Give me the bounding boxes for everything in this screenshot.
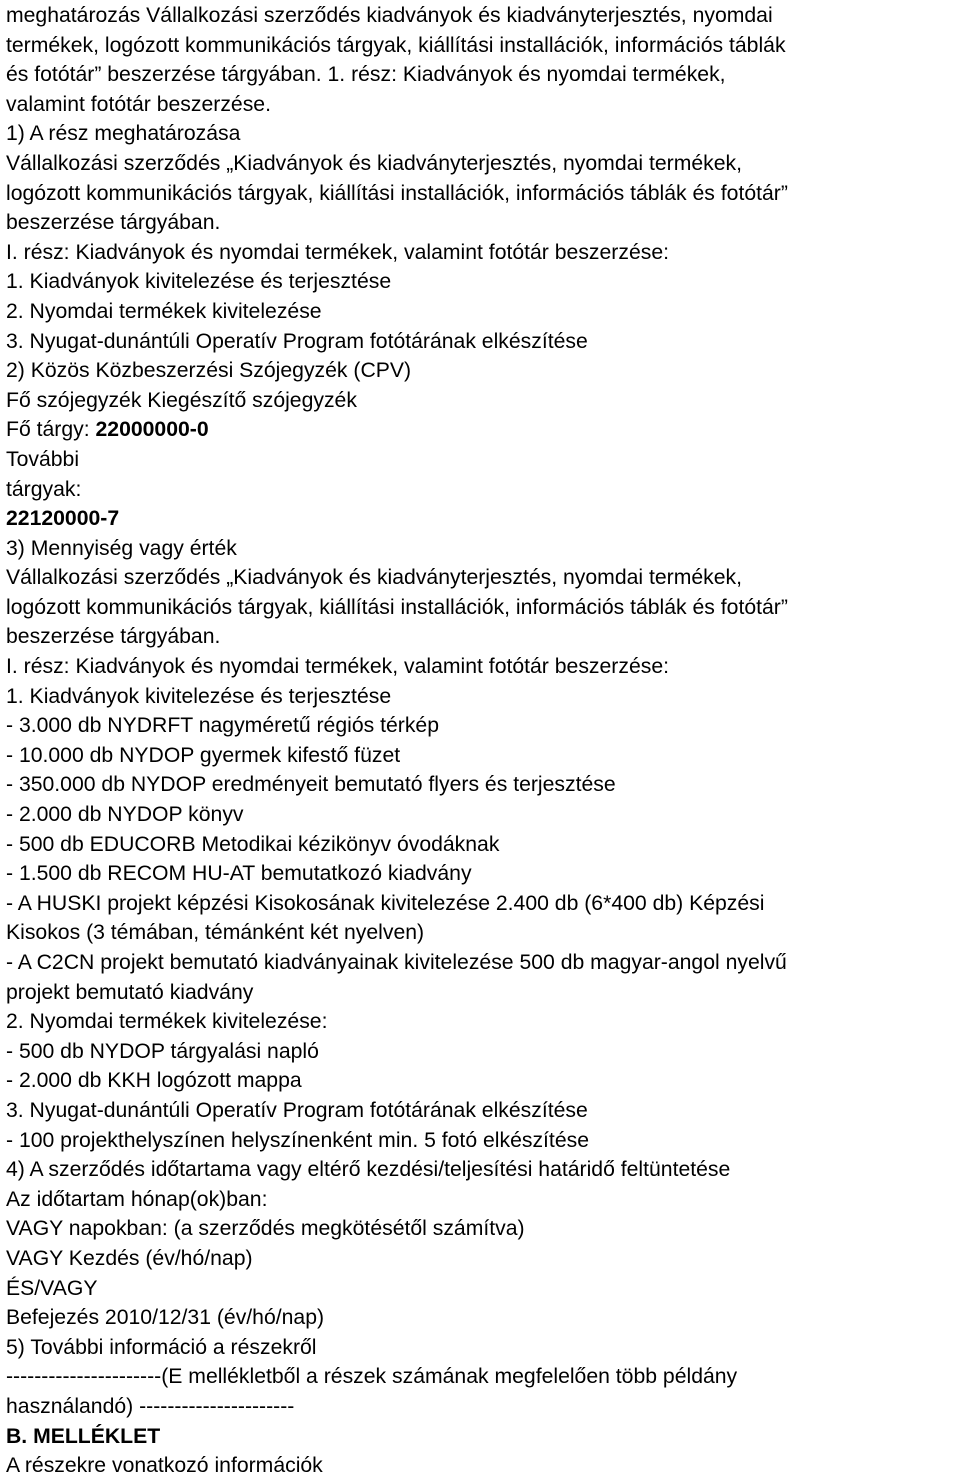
list-item: - 500 db EDUCORB Metodikai kézikönyv óvodáknak <box>6 832 500 856</box>
cpv-main-line <box>6 415 960 445</box>
cpv-main-label: Fő tárgy: <box>6 418 96 442</box>
text-line: logózott kommunikációs tárgyak, kiállítási installációk, információs táblák és fotótár” <box>6 181 788 205</box>
list-item: 1. Kiadványok kivitelezése és terjesztése <box>6 684 392 708</box>
list-item: - 1.500 db RECOM HU-AT bemutatkozó kiadvány <box>6 862 472 886</box>
list-item: - A C2CN projekt bemutató kiadványainak kivitelezése 500 db magyar-angol nyelvű <box>6 951 787 974</box>
text-line: valamint fotótár beszerzése. <box>6 92 271 116</box>
section-heading: 5) További információ a részekről <box>6 1335 317 1359</box>
list-item: 3. Nyugat-dunántúli Operatív Program fotótárának elkészítése <box>6 1098 588 1122</box>
list-item: - 350.000 db NYDOP eredményeit bemutató flyers és terjesztése <box>6 773 616 797</box>
text-line: Kisokos (3 témában, témánként két nyelven) <box>6 921 425 945</box>
text-line: A részekre vonatkozó információk <box>6 1454 323 1478</box>
section-heading: 2) Közös Közbeszerzési Szójegyzék (CPV) <box>6 359 412 383</box>
cpv-additional-code: 22120000-7 <box>6 507 120 531</box>
text-line: VAGY napokban: (a szerződés megkötésétől számítva) <box>6 1217 525 1241</box>
list-item: 2. Nyomdai termékek kivitelezése: <box>6 1010 328 1034</box>
section-heading: 1) A rész meghatározása <box>6 122 241 146</box>
text-line: termékek, logózott kommunikációs tárgyak, kiállítási installációk, információs táblák <box>6 33 786 57</box>
text-line: I. rész: Kiadványok és nyomdai termékek, valamint fotótár beszerzése: <box>6 655 669 679</box>
text-line: és fotótár” beszerzése tárgyában. 1. rész: Kiadványok és nyomdai termékek, <box>6 63 726 87</box>
list-item: - 2.000 db KKH logózott mappa <box>6 1069 302 1093</box>
list-item: - A HUSKI projekt képzési Kisokosának kivitelezése 2.400 db (6*400 db) Képzési <box>6 891 765 915</box>
text-line: Vállalkozási szerződés „Kiadványok és kiadványterjesztés, nyomdai termékek, <box>6 566 743 590</box>
text-line: I. rész: Kiadványok és nyomdai termékek, valamint fotótár beszerzése: <box>6 240 669 264</box>
text-line: tárgyak: <box>6 477 82 501</box>
text-line: beszerzése tárgyában. <box>6 211 221 235</box>
text-line: logózott kommunikációs tárgyak, kiállítási installációk, információs táblák és fotótár” <box>6 595 788 619</box>
text-line: ÉS/VAGY <box>6 1276 98 1300</box>
list-item: - 500 db NYDOP tárgyalási napló <box>6 1039 319 1063</box>
text-line: Vállalkozási szerződés „Kiadványok és kiadványterjesztés, nyomdai termékek, <box>6 151 743 175</box>
text-line: Az időtartam hónap(ok)ban: <box>6 1187 268 1211</box>
list-item: - 10.000 db NYDOP gyermek kifestő füzet <box>6 743 401 767</box>
text-line: használandó) ---------------------- <box>6 1394 295 1418</box>
list-item: - 100 projekthelyszínen helyszínenként min. 5 fotó elkészítése <box>6 1128 589 1152</box>
list-item: - 2.000 db NYDOP könyv <box>6 803 244 827</box>
text-line: ----------------------(E mellékletből a részek számának megfelelően több példány <box>6 1365 738 1389</box>
text-line: meghatározás Vállalkozási szerződés kiadványok és kiadványterjesztés, nyomdai <box>6 4 773 27</box>
list-item: 1. Kiadványok kivitelezése és terjesztése <box>6 270 392 294</box>
list-item: - 3.000 db NYDRFT nagyméretű régiós térkép <box>6 714 439 738</box>
text-line: projekt bemutató kiadvány <box>6 980 254 1004</box>
text-line: Fő szójegyzék Kiegészítő szójegyzék <box>6 388 357 412</box>
text-line: beszerzése tárgyában. <box>6 625 221 649</box>
section-heading: 3) Mennyiség vagy érték <box>6 536 237 560</box>
section-heading: 4) A szerződés időtartama vagy eltérő kezdési/teljesítési határidő feltüntetése <box>6 1158 731 1182</box>
annex-title: B. MELLÉKLET <box>6 1424 161 1448</box>
text-line: VAGY Kezdés (év/hó/nap) <box>6 1246 253 1270</box>
text-line: Befejezés 2010/12/31 (év/hó/nap) <box>6 1306 325 1330</box>
cpv-main-code: 22000000-0 <box>95 418 209 442</box>
list-item: 2. Nyomdai termékek kivitelezése <box>6 299 322 323</box>
list-item: 3. Nyugat-dunántúli Operatív Program fotótárának elkészítése <box>6 329 588 353</box>
text-line: További <box>6 447 80 471</box>
